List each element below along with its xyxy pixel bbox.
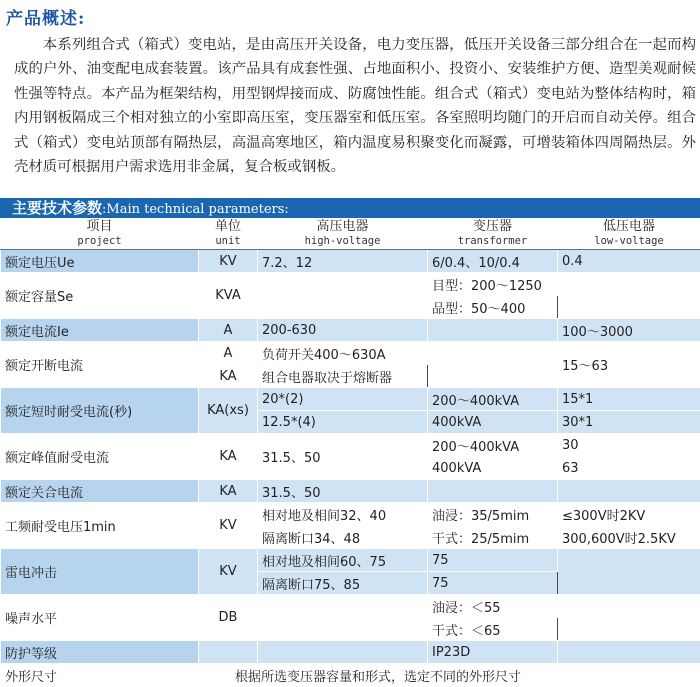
technical-parameters-table [0, 218, 700, 687]
table-row: 隔离断口34、48 干式：25/5mim 300,600V时2.5KV [1, 526, 700, 549]
table-row: 额定电压Ue KV 7.2、12 6/0.4、10/0.4 0.4 [1, 250, 700, 273]
table-row: 额定容量Se KVA 目型：200～1250 [1, 273, 700, 296]
table-header-row [1, 219, 700, 250]
section-title: 产品概述: [6, 4, 85, 29]
header-transformer: 变压器 transformer [428, 219, 558, 250]
row-label: 工频耐受电压1min [1, 503, 199, 549]
product-overview-paragraph: 本系列组合式（箱式）变电站，是由高压开关设备，电力变压器，低压开关设备三部分组合在一起而构成的户外、油变配电成套装置。该产品具有成套性强、占地面积小、投资小、安装维护方便、造型美观耐候性强等特点。本产品为框架结构，用型钢焊接而成、防腐蚀性能。组合式（箱式）变电站为整体结构时，箱内用钢板隔成三个相对独立的小室即高压室，变压器室和低压室。各室照明均随门的开启而自动关停。组合式（箱式）变电站顶部有隔热层，高温高寒地区，箱内温度易积聚变化而凝露，可增装箱体四周隔热层。外壳材质可根据用户需求选用非金属，复合板或钢板。 [14, 33, 696, 179]
header-unit: 单位 unit [199, 219, 258, 250]
table-row: 额定电流Ie A 200-630 100～3000 [1, 319, 700, 342]
table-row: 外形尺寸 根据所选变压器容量和形式，选定不同的外形尺寸 [1, 664, 700, 687]
row-label: 额定容量Se [1, 273, 199, 319]
row-label: 额定电压Ue [1, 250, 199, 273]
table-row: 防护等级 IP23D [1, 641, 700, 664]
table-row: 干式：＜65 [1, 618, 700, 641]
row-label: 噪声水平 [1, 595, 199, 641]
table-row: 400kVA 63 [1, 457, 700, 480]
table-row: 雷电冲击 KV 相对地及相间60、75 75 [1, 549, 700, 572]
table-row: 额定峰值耐受电流 KA 31.5、50 200～400kVA 30 [1, 434, 700, 457]
header-item: 项目 project [1, 219, 199, 250]
table-row: 隔离断口75、85 75 [1, 572, 700, 595]
table-row: 工频耐受电压1min KV 相对地及相间32、40 油浸：35/5mim ≤300V时2KV [1, 503, 700, 526]
row-label: 外形尺寸 [1, 664, 199, 687]
parameters-title-cn: 主要技术参数 [12, 199, 102, 217]
table-row: 额定短时耐受电流(秒) KA(xs) 20*(2) 200～400kVA 15*1 [1, 388, 700, 411]
table-row: 额定关合电流 KA 31.5、50 [1, 480, 700, 503]
table-row: 品型：50～400 [1, 296, 700, 319]
row-label: 雷电冲击 [1, 549, 199, 595]
table-row: KA 组合电器取决于熔断器 [1, 365, 700, 388]
table-row: 噪声水平 DB 油浸：＜55 [1, 595, 700, 618]
parameters-title-en: :Main technical parameters: [102, 202, 289, 217]
row-label: 防护等级 [1, 641, 199, 664]
table-row: 12.5*(4) 400kVA 30*1 [1, 411, 700, 434]
row-label: 额定峰值耐受电流 [1, 434, 199, 480]
row-label: 额定开断电流 [1, 342, 199, 388]
parameters-title-bar [0, 198, 700, 218]
header-high-voltage: 高压电器 high-voltage [258, 219, 428, 250]
row-label: 额定短时耐受电流(秒) [1, 388, 199, 434]
header-low-voltage: 低压电器 low-voltage [558, 219, 700, 250]
table-row: 额定开断电流 A 负荷开关400～630A 15～63 [1, 342, 700, 365]
row-label: 额定关合电流 [1, 480, 199, 503]
row-label: 额定电流Ie [1, 319, 199, 342]
